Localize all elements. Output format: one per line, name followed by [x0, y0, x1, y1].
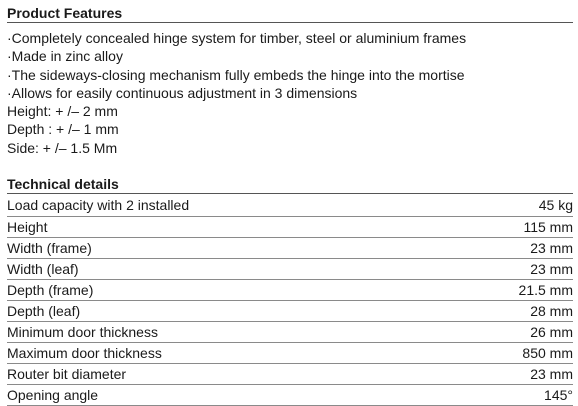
feature-line: Height: + /– 2 mm — [7, 103, 118, 120]
table-row — [7, 321, 573, 342]
spec-label: Minimum door thickness — [7, 323, 158, 340]
table-row — [7, 216, 573, 237]
spec-value: 145° — [544, 386, 573, 403]
spec-label: Opening angle — [7, 386, 99, 403]
spec-value: 115 mm — [523, 218, 573, 235]
spec-value: 850 mm — [522, 344, 573, 361]
table-row — [7, 237, 573, 258]
table-row — [7, 300, 573, 321]
spec-label: Router bit diameter — [7, 365, 127, 382]
spec-value: 26 mm — [530, 323, 573, 340]
feature-line: Depth : + /– 1 mm — [7, 121, 119, 138]
spec-value: 23 mm — [530, 365, 573, 382]
table-row — [7, 258, 573, 279]
spec-value: 23 mm — [530, 260, 573, 277]
table-row — [7, 363, 573, 384]
feature-line: ·Completely concealed hinge system for timber, steel or aluminium frames — [7, 30, 467, 46]
table-row — [7, 279, 573, 300]
spec-value: 23 mm — [530, 239, 573, 256]
spec-label: Height — [7, 218, 48, 235]
technical-details-table — [7, 195, 573, 406]
spec-value: 45 kg — [538, 197, 573, 214]
spec-label: Width (leaf) — [7, 260, 79, 277]
technical-details-heading: Technical details — [7, 171, 573, 194]
feature-line: Side: + /– 1.5 Mm — [7, 139, 118, 156]
spec-label: Depth (leaf) — [7, 302, 81, 319]
spec-label: Width (frame) — [7, 239, 92, 256]
product-features-list — [7, 29, 573, 157]
spec-value: 21.5 mm — [518, 281, 573, 298]
feature-line: ·Made in zinc alloy — [7, 48, 123, 65]
spec-label: Load capacity with 2 installed — [7, 197, 190, 214]
spec-label: Maximum door thickness — [7, 344, 162, 361]
spec-value: 28 mm — [530, 302, 573, 319]
spec-label: Depth (frame) — [7, 281, 94, 298]
feature-line: ·Allows for easily continuous adjustment in 3 dimensions — [7, 84, 358, 101]
table-row — [7, 384, 573, 405]
spec-sheet — [7, 0, 573, 406]
table-row — [7, 195, 573, 216]
feature-line: ·The sideways-closing mechanism fully embeds the hinge into the mortise — [7, 66, 465, 83]
table-row — [7, 342, 573, 363]
product-features-heading: Product Features — [7, 0, 573, 23]
